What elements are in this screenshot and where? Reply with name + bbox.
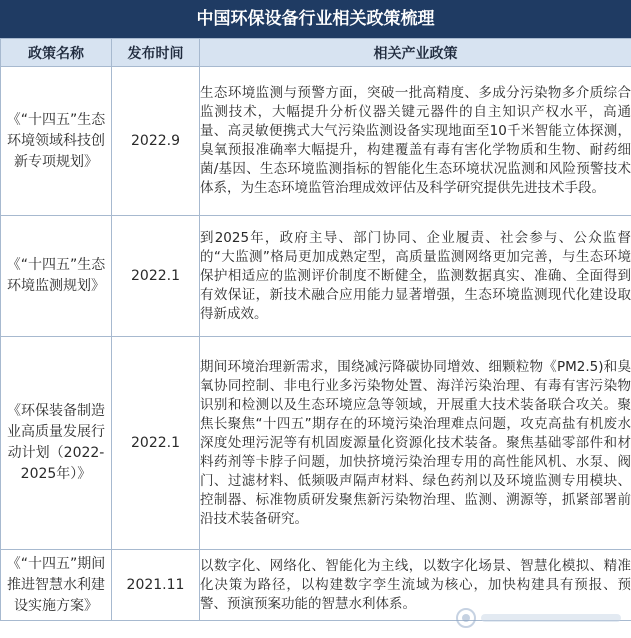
table-row — [1, 216, 631, 337]
policy-content: 到2025年，政府主导、部门协同、企业履责、社会参与、公众监督的“大监测”格局更加成熟定型，高质量监测网络更加完善，与生态环境保护相适应的监测评价制度不断健全，监测数据真实、准确、全面得到有效保证，新技术融合应用能力显著增强，生态环境监测现代化建设取得新成效。 — [200, 216, 631, 337]
policy-content: 生态环境监测与预警方面，突破一批高精度、多成分污染物多介质综合监测技术，大幅提升分析仪器关键元器件的自主知识产权水平，高通量、高灵敏便携式大气污染监测设备实现地面至10千米智能立体探测，臭氧预报准确率大幅提升，构建覆盖有毒有害化学物质和生物、耐药细菌/基因、生态环境监测指标的智能化生态环境状况监测和风险预警技术体系，为生态环境监管治理成效评估及科学研究提供先进技术手段。 — [200, 67, 631, 216]
figure-title: 中国环保设备行业相关政策梳理 — [0, 0, 631, 38]
policy-content: 以数字化、网络化、智能化为主线，以数字化场景、智慧化模拟、精准化决策为路径，以构建数字孪生流域为核心，加快构建具有预报、预警、预演预案功能的智慧水利体系。 — [200, 550, 631, 621]
header-release-date: 发布时间 — [112, 39, 200, 67]
table-row — [1, 67, 631, 216]
policy-name: 《“十四五”生态环境领域科技创新专项规划》 — [1, 67, 112, 216]
policy-content: 期间环境治理新需求，围绕减污降碳协同增效、细颗粒物《PM2.5)和臭氧协同控制、非电行业多污染物处置、海洋污染治理、有毒有害污染物识别和检测以及生态环境应急等领域，开展重大技术装备联合攻关。聚焦长聚焦“十四五”期存在的环境污染治理难点问题，攻克高盐有机废水深度处理污泥等有机固废源量化资源化技术装备。聚焦基础零部件和材料药剂等卡脖子问题，加快挤境污染治理专用的高性能风机、水泵、阀门、过滤材料、低频吸声隔声材料、绿色药剂以及环境监测专用模块、控制器、标准物质研发聚焦新污染物治理、监测、溯源等，抓紧部署前沿技术装备研究。 — [200, 337, 631, 550]
policy-name: 《环保装备制造业高质量发展行动计划（2022-2025年）》 — [1, 337, 112, 550]
policy-table — [0, 38, 631, 621]
policy-name: 《“十四五”期间推进智慧水利建设实施方案》 — [1, 550, 112, 621]
policy-name: 《“十四五”生态环境监测规划》 — [1, 216, 112, 337]
table-row — [1, 337, 631, 550]
table-header-row — [1, 39, 631, 67]
release-date: 2022.1 — [112, 337, 200, 550]
watermark-logo-icon — [455, 606, 625, 630]
release-date: 2021.11 — [112, 550, 200, 621]
header-policy-name: 政策名称 — [1, 39, 112, 67]
release-date: 2022.9 — [112, 67, 200, 216]
header-policy-content: 相关产业政策 — [200, 39, 631, 67]
release-date: 2022.1 — [112, 216, 200, 337]
